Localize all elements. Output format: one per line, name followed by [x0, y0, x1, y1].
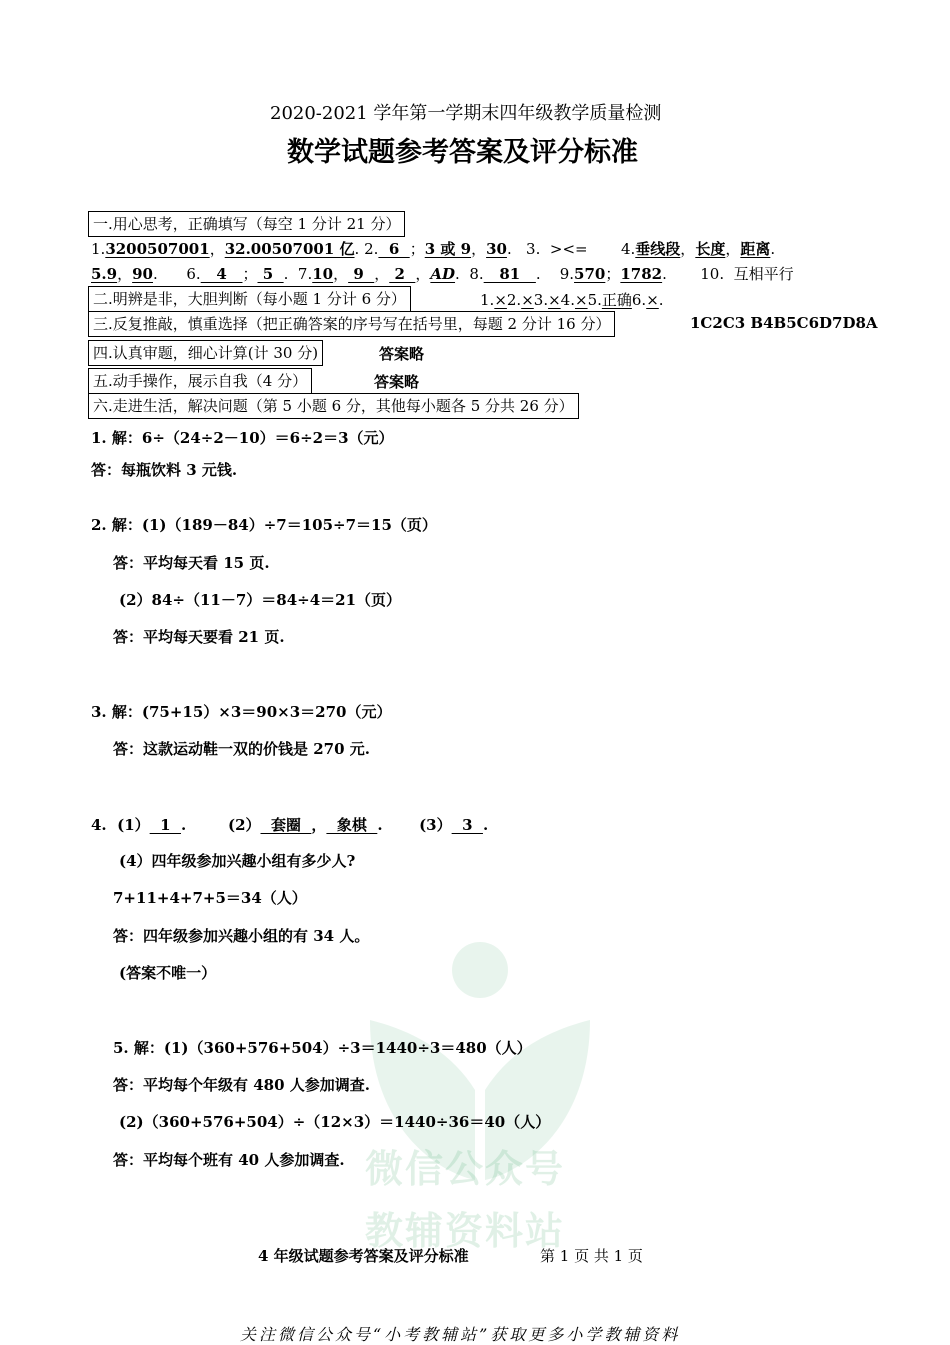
q2-answer-2: 答：平均每天要看 21 页.	[113, 628, 285, 646]
section-6-heading: 六.走进生活，解决问题（第 5 小题 6 分，其他每小题各 5 分共 26 分）	[88, 393, 579, 419]
section-2-heading: 二.明辨是非，大胆判断（每小题 1 分计 6 分）	[88, 286, 411, 312]
q1-answer: 答：每瓶饮料 3 元钱.	[91, 461, 238, 479]
q4-equation: 7+11+4+7+5＝34（人）	[113, 889, 307, 907]
q2-answer-1: 答：平均每天看 15 页.	[113, 554, 270, 572]
footer-title: 4 年级试题参考答案及评分标准	[258, 1247, 469, 1265]
page-number: 第 1 页 共 1 页	[540, 1247, 643, 1265]
q2-solution-1: 2. 解：(1)（189－84）÷7＝105÷7＝15（页）	[91, 516, 437, 534]
section-1-heading: 一.用心思考，正确填写（每空 1 分计 21 分）	[88, 211, 405, 237]
section-5-answer: 答案略	[374, 373, 420, 391]
section-3-answers: 1C2C3 B4B5C6D7D8A	[690, 314, 878, 332]
section-1-row-1: 1.3200507001，32.00507001 亿. 2. 6 ；3 或 9，30. 3. ><= 4.垂线段，长度，距离.	[91, 240, 776, 258]
q5-answer-2: 答：平均每个班有 40 人参加调查.	[113, 1151, 345, 1169]
q1-solution: 1. 解：6÷（24÷2－10）＝6÷2＝3（元）	[91, 429, 394, 447]
q5-answer-1: 答：平均每个年级有 480 人参加调查.	[113, 1076, 370, 1094]
section-1-row-2: 5.9，90. 6. 4 ； 5 . 7.10， 9 ， 2 ，AD. 8. 81 . 9.570；1782. 10. 互相平行	[91, 265, 794, 283]
exam-name: 2020-2021 学年第一学期末四年级教学质量检测	[270, 103, 662, 124]
section-4-heading: 四.认真审题，细心计算(计 30 分)	[88, 340, 323, 366]
q3-answer: 答：这款运动鞋一双的价钱是 270 元.	[113, 740, 370, 758]
section-2-answers: 1.×2.×3.×4.×5.正确6.×.	[480, 291, 664, 309]
q4-note: (答案不唯一）	[119, 964, 217, 982]
q4-answers: 4. (1） 1 . (2） 套圈 ， 象棋 . (3） 3 .	[91, 816, 489, 834]
section-3-heading: 三.反复推敲，慎重选择（把正确答案的序号写在括号里，每题 2 分计 16 分）	[88, 311, 615, 337]
section-4-answer: 答案略	[379, 345, 425, 363]
page-title: 数学试题参考答案及评分标准	[287, 137, 638, 168]
promo-note: 关注微信公众号“小考教辅站”获取更多小学教辅资料	[240, 1325, 681, 1344]
q4-answer: 答：四年级参加兴趣小组的有 34 人。	[113, 927, 370, 945]
q4-question: (4）四年级参加兴趣小组有多少人?	[119, 852, 356, 870]
q3-solution: 3. 解：(75+15）×3＝90×3＝270（元）	[91, 703, 392, 721]
q5-solution-1: 5. 解：(1)（360+576+504）÷3＝1440÷3＝480（人）	[113, 1039, 532, 1057]
watermark-text-1: 微信公众号	[365, 1147, 566, 1191]
q5-solution-2: (2)（360+576+504）÷（12×3）＝1440÷36＝40（人）	[119, 1113, 551, 1131]
watermark-text-2: 教辅资料站	[365, 1209, 566, 1253]
q2-solution-2: (2）84÷（11－7）＝84÷4＝21（页）	[119, 591, 402, 609]
section-5-heading: 五.动手操作，展示自我（4 分）	[88, 368, 312, 394]
